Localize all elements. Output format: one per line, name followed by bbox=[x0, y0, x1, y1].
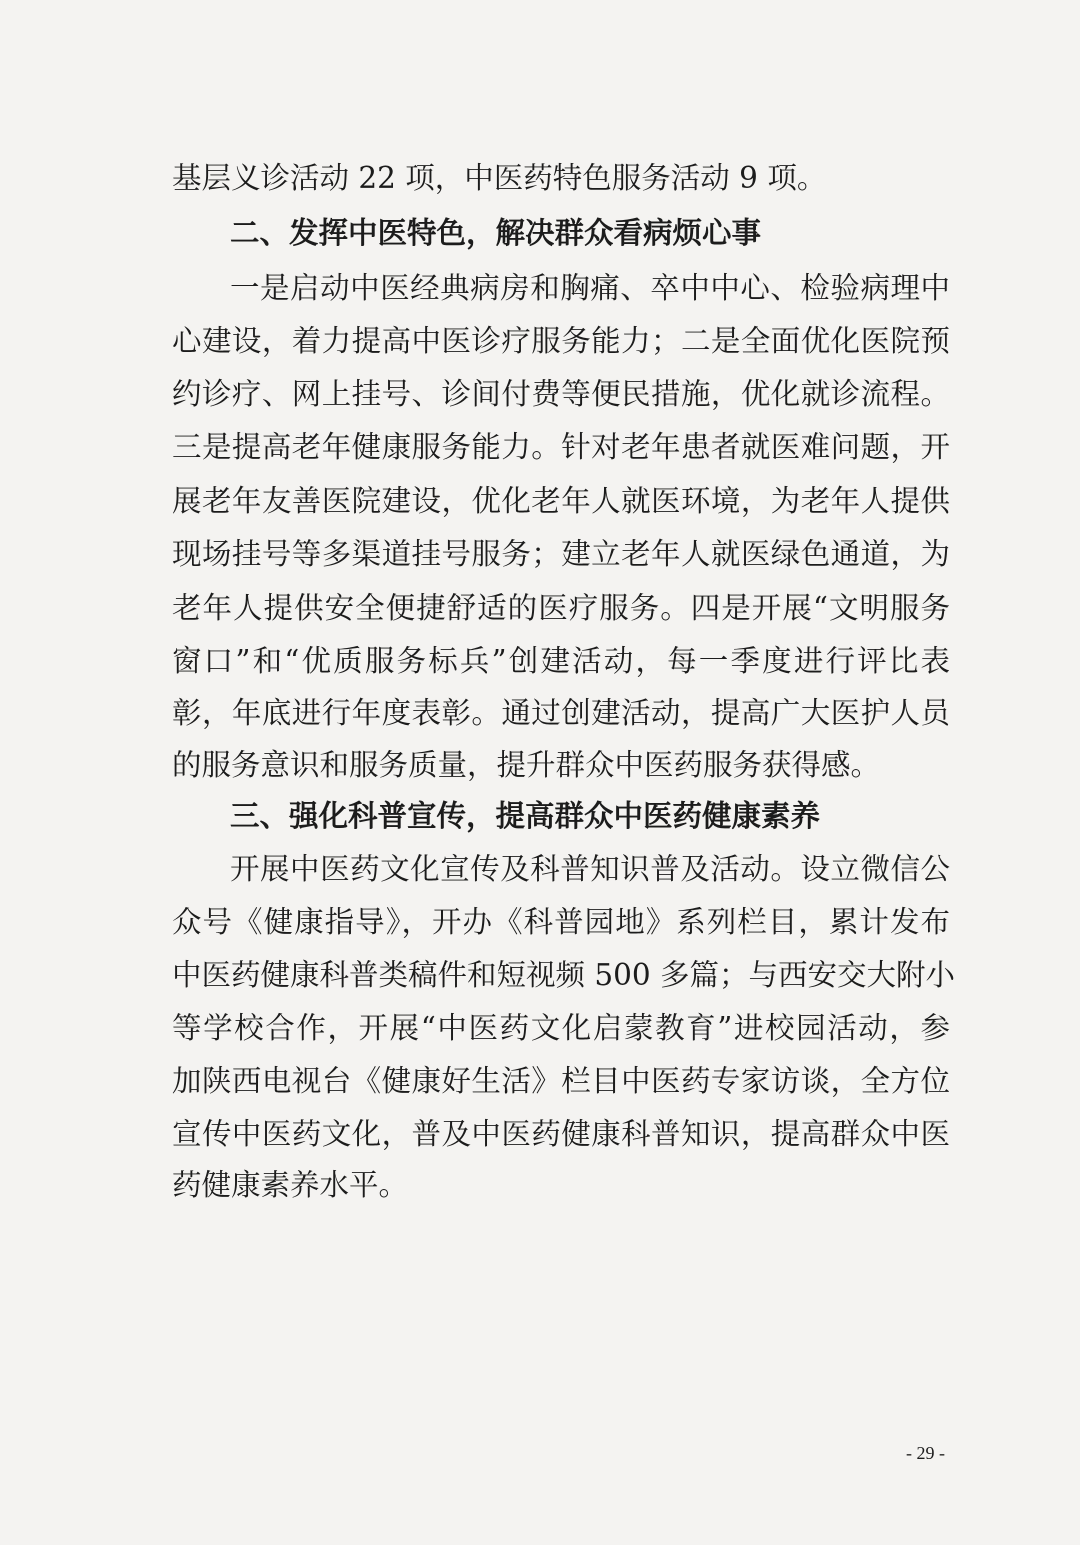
body-line: 开展中医药文化宣传及科普知识普及活动。设立微信公 bbox=[230, 852, 950, 886]
body-line: 中医药健康科普类稿件和短视频 500 多篇；与西安交大附小 bbox=[172, 958, 956, 992]
body-line: 等学校合作，开展“中医药文化启蒙教育”进校园活动，参 bbox=[172, 1011, 950, 1045]
body-line: 老年人提供安全便捷舒适的医疗服务。四是开展“文明服务 bbox=[172, 591, 950, 625]
body-line: 窗口”和“优质服务标兵”创建活动，每一季度进行评比表 bbox=[172, 644, 950, 678]
body-line: 加陕西电视台《健康好生活》栏目中医药专家访谈，全方位 bbox=[172, 1064, 950, 1098]
body-line: 药健康素养水平。 bbox=[172, 1168, 409, 1202]
body-line: 基层义诊活动 22 项，中医药特色服务活动 9 项。 bbox=[172, 161, 827, 195]
body-line: 现场挂号等多渠道挂号服务；建立老年人就医绿色通道，为 bbox=[172, 537, 950, 571]
body-line: 展老年友善医院建设，优化老年人就医环境，为老年人提供 bbox=[172, 484, 950, 518]
body-line: 宣传中医药文化，普及中医药健康科普知识，提高群众中医 bbox=[172, 1117, 950, 1151]
body-line: 心建设，着力提高中医诊疗服务能力；二是全面优化医院预 bbox=[172, 324, 950, 358]
body-line: 的服务意识和服务质量，提升群众中医药服务获得感。 bbox=[172, 748, 881, 782]
section-heading-3: 三、强化科普宣传，提高群众中医药健康素养 bbox=[230, 799, 821, 833]
body-line: 约诊疗、网上挂号、诊间付费等便民措施，优化就诊流程。 bbox=[172, 377, 950, 411]
body-line: 彰，年底进行年度表彰。通过创建活动，提高广大医护人员 bbox=[172, 696, 950, 730]
body-line: 三是提高老年健康服务能力。针对老年患者就医难问题，开 bbox=[172, 430, 950, 464]
page-number: - 29 - bbox=[906, 1443, 945, 1463]
body-line: 一是启动中医经典病房和胸痛、卒中中心、检验病理中 bbox=[230, 271, 950, 305]
section-heading-2: 二、发挥中医特色，解决群众看病烦心事 bbox=[230, 216, 762, 250]
body-line: 众号《健康指导》，开办《科普园地》系列栏目，累计发布 bbox=[172, 905, 950, 939]
